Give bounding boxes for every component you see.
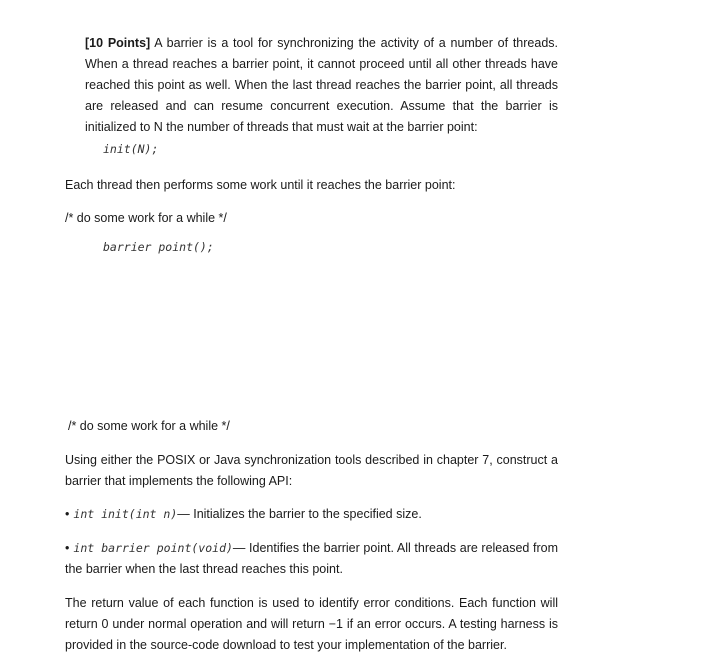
bullet-icon: • <box>65 541 70 555</box>
api-barrier-point-description: — Identifies the barrier point. All threads are released from the barrier when the last thread reaches this point. <box>65 541 558 576</box>
api-bullet-init <box>65 504 422 525</box>
work-comment-1: /* do some work for a while */ <box>65 211 227 225</box>
api-bullet-barrier-point <box>65 538 558 580</box>
api-init-signature: int init(int n) <box>73 507 178 521</box>
using-paragraph: Using either the POSIX or Java synchronization tools described in chapter 7, construct a barrier that implements the following API: <box>65 453 558 488</box>
init-code-line: init(N); <box>103 142 159 156</box>
work-comment-2: /* do some work for a while */ <box>68 419 230 433</box>
api-init-description: — Initializes the barrier to the specified size. <box>177 507 422 521</box>
each-thread-paragraph: Each thread then performs some work until it reaches the barrier point: <box>65 178 456 192</box>
question-intro-paragraph <box>85 33 558 138</box>
bullet-icon: • <box>65 507 70 521</box>
return-value-paragraph: The return value of each function is used to identify error conditions. Each function will return 0 under normal operation and will return −1 if an error occurs. A testing harness is provided in the source-code download to test your implementation of the barrier. <box>65 596 558 652</box>
barrier-point-code-line: barrier point(); <box>103 240 214 254</box>
intro-text: A barrier is a tool for synchronizing the activity of a number of threads. When a thread reaches a barrier point, it cannot proceed until all other threads have reached this point as well. When the last thread reaches the barrier point, all threads are released and can resume concurrent execution. Assume that the barrier is initialized to N the number of threads that must wait at the barrier point: <box>85 36 558 134</box>
api-barrier-point-signature: int barrier point(void) <box>73 541 233 555</box>
points-label: [10 Points] <box>85 36 151 50</box>
